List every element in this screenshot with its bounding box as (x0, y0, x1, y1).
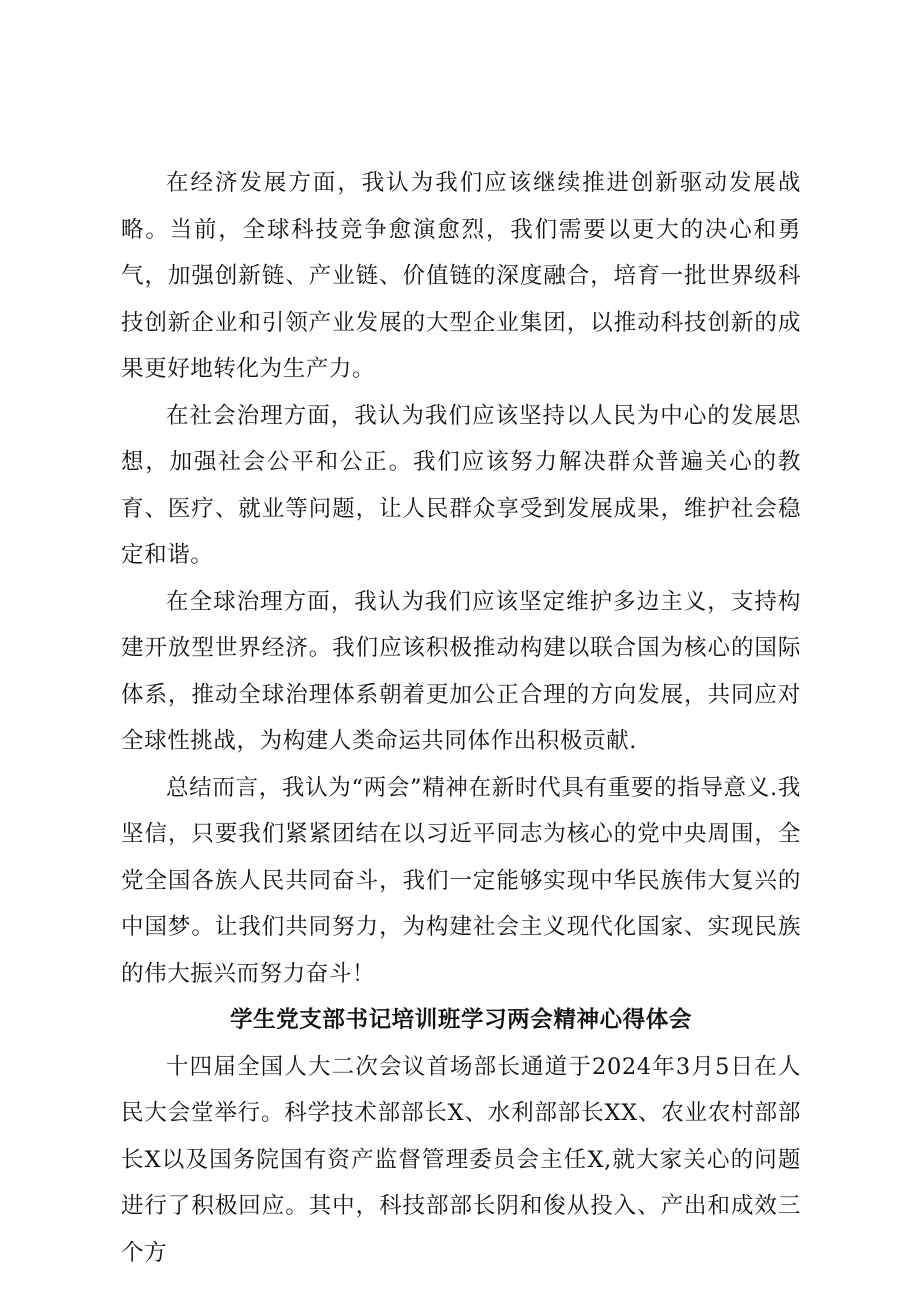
document-body (121, 160, 801, 1276)
paragraph-economic-development: 在经济发展方面，我认为我们应该继续推进创新驱动发展战略。当前，全球科技竞争愈演愈烈，我们需要以更大的决心和勇气，加强创新链、产业链、价值链的深度融合，培育一批世界级科技创新企业和引领产业发展的大型企业集团，以推动科技创新的成果更好地转化为生产力。 (121, 170, 801, 382)
paragraph-global-governance: 在全球治理方面，我认为我们应该坚定维护多边主义，支持构建开放型世界经济。我们应该积极推动构建以联合国为核心的国际体系，推动全球治理体系朝着更加公正合理的方向发展，共同应对全球性挑战，为构建人类命运共同体作出积极贡献. (121, 588, 801, 754)
section-title: 学生党支部书记培训班学习两会精神心得体会 (229, 1007, 692, 1033)
paragraph-minister-channel: 十四届全国人大二次会议首场部长通道于2024年3月5日在人民大会堂举行。科学技术部部长X、水利部部长XX、农业农村部部长X以及国务院国有资产监督管理委员会主任X,就大家关心的问题进行了积极回应。其中，科技部部长阴和俊从投入、产出和成效三个方 (121, 1053, 801, 1266)
paragraph-conclusion: 总结而言，我认为“两会”精神在新时代具有重要的指导意义.我坚信，只要我们紧紧团结在以习近平同志为核心的党中央周围，全党全国各族人民共同奋斗，我们一定能够实现中华民族伟大复兴的中国梦。让我们共同努力，为构建社会主义现代化国家、实现民族的伟大振兴而努力奋斗！ (121, 774, 801, 987)
paragraph-social-governance: 在社会治理方面，我认为我们应该坚持以人民为中心的发展思想，加强社会公平和公正。我们应该努力解决群众普遍关心的教育、医疗、就业等问题，让人民群众享受到发展成果，维护社会稳定和谐。 (121, 402, 801, 568)
